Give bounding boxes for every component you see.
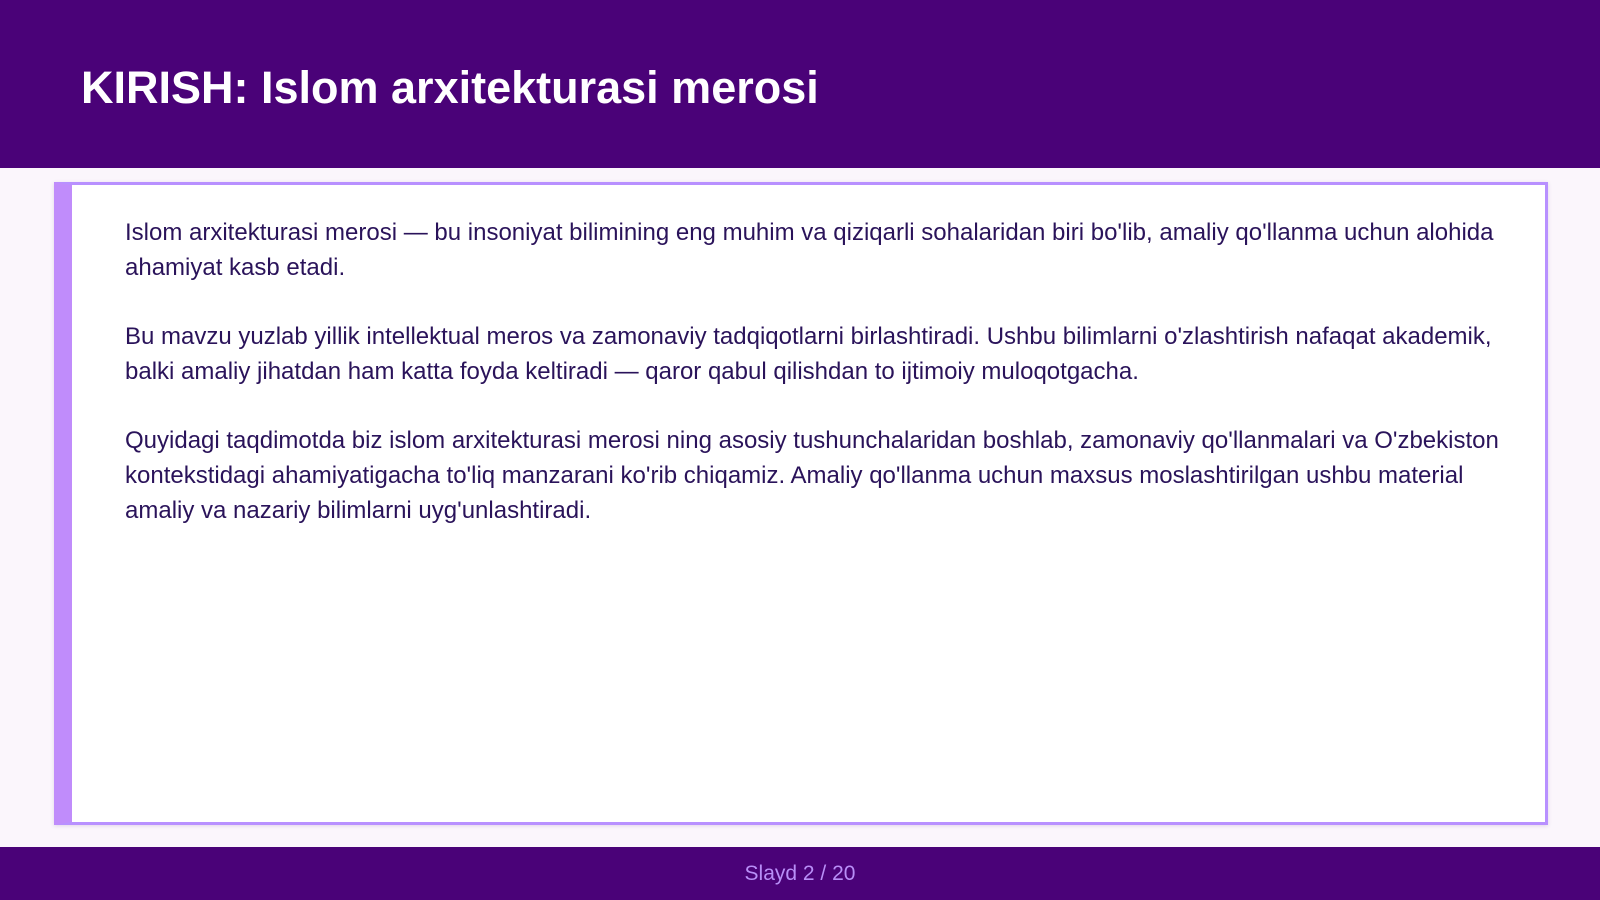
heritage-paragraph: Bu mavzu yuzlab yillik intellektual meros va zamonaviy tadqiqotlarni birlashtiradi. Ushbu bilimlarni o'zlashtirish nafaqat akademik, balki amaliy jihatdan ham katta foyda keltiradi — qaror qabul qilishdan to ijtimoiy muloqotgacha. bbox=[125, 323, 1492, 385]
slide-title: KIRISH: Islom arxitekturasi merosi bbox=[81, 62, 819, 113]
intro-paragraph: Islom arxitekturasi merosi — bu insoniyat bilimining eng muhim va qiziqarli sohalaridan biri bo'lib, amaliy qo'llanma uchun alohida ahamiyat kasb etadi. bbox=[125, 219, 1494, 281]
overview-paragraph: Quyidagi taqdimotda biz islom arxitekturasi merosi ning asosiy tushunchalaridan boshlab, zamonaviy qo'llanmalari va O'zbekiston kontekstidagi ahamiyatigacha to'liq manzarani ko'rib chiqamiz. Amaliy qo'llanma uchun maxsus moslashtirilgan ushbu material amaliy va nazariy bilimlarni uyg'unlashtiradi. bbox=[125, 427, 1499, 524]
content-text bbox=[125, 215, 1505, 562]
content-card bbox=[54, 182, 1548, 825]
slide-footer bbox=[0, 847, 1600, 900]
slide-counter: Slayd 2 / 20 bbox=[744, 861, 856, 885]
slide-header bbox=[0, 0, 1600, 168]
